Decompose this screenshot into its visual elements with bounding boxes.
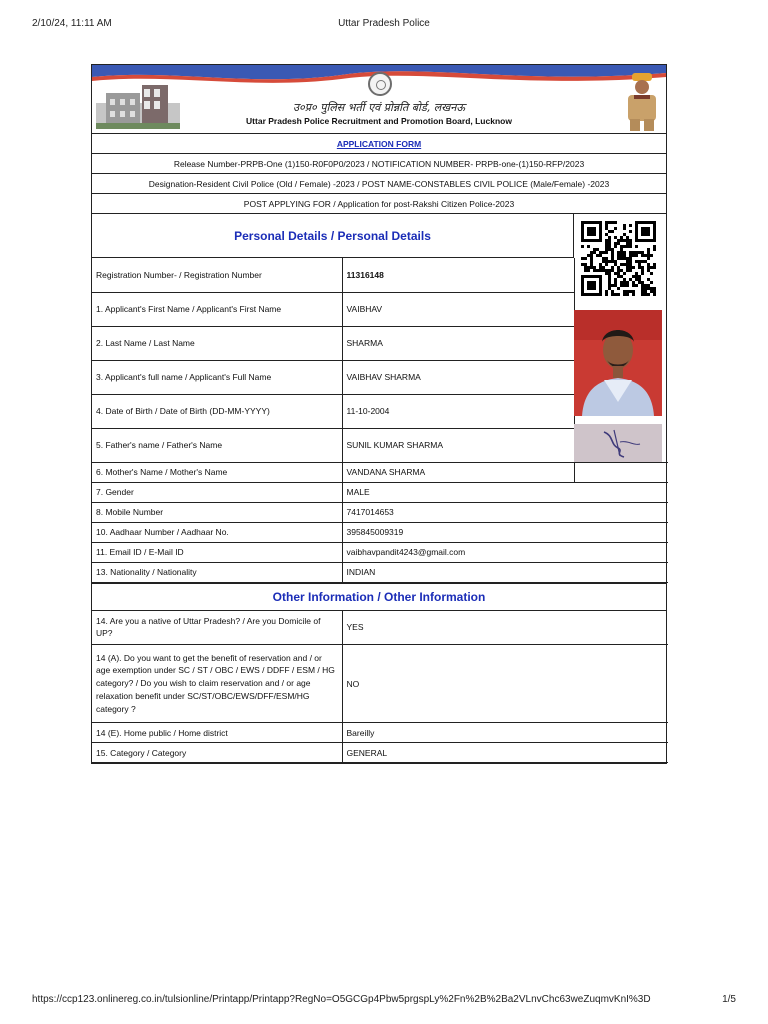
print-page-title: Uttar Pradesh Police xyxy=(338,18,430,29)
release-number-line: Release Number-PRPB-One (1)150-R0F0P0/2023 / NOTIFICATION NUMBER- PRPB-one-(1)150-RFP/2023 xyxy=(92,154,666,174)
print-page-count: 1/5 xyxy=(722,994,736,1005)
field-value: NO xyxy=(342,645,668,723)
field-label: 15. Category / Category xyxy=(92,743,342,763)
field-label: 13. Nationality / Nationality xyxy=(92,562,342,582)
qr-code xyxy=(580,220,658,300)
field-value: INDIAN xyxy=(342,562,668,582)
table-row xyxy=(92,482,668,502)
personal-details-table xyxy=(92,258,668,583)
designation-line: Designation-Resident Civil Police (Old / Female) -2023 / POST NAME-CONSTABLES CIVIL POLICE (Male/Female) -2023 xyxy=(92,174,666,194)
table-row xyxy=(92,502,668,522)
field-label: 11. Email ID / E-Mail ID xyxy=(92,542,342,562)
field-value: GENERAL xyxy=(342,743,668,763)
table-row xyxy=(92,611,668,645)
police-officer-image xyxy=(622,73,662,131)
post-applying-line: POST APPLYING FOR / Application for post-Rakshi Citizen Police-2023 xyxy=(92,194,666,214)
applicant-signature xyxy=(574,424,662,462)
field-label: 10. Aadhaar Number / Aadhaar No. xyxy=(92,522,342,542)
other-information-table xyxy=(92,611,668,764)
field-value: YES xyxy=(342,611,668,645)
emblem-logo xyxy=(368,72,392,96)
header-banner xyxy=(92,65,666,134)
empty-cell xyxy=(574,462,668,482)
table-row xyxy=(92,462,668,482)
field-label: 4. Date of Birth / Date of Birth (DD-MM-YYYY) xyxy=(92,394,342,428)
field-value: SHARMA xyxy=(342,326,574,360)
field-value: MALE xyxy=(342,482,668,502)
field-value: 7417014653 xyxy=(342,502,668,522)
table-row xyxy=(92,645,668,723)
personal-details-heading: Personal Details / Personal Details xyxy=(92,214,574,258)
board-title-hindi: उ०प्र० पुलिस भर्ती एवं प्रोन्नति बोर्ड, लखनऊ xyxy=(293,101,465,114)
field-value: 395845009319 xyxy=(342,522,668,542)
application-form-title: APPLICATION FORM xyxy=(92,134,666,154)
board-title-english: Uttar Pradesh Police Recruitment and Promotion Board, Lucknow xyxy=(246,116,512,126)
other-information-heading: Other Information / Other Information xyxy=(92,583,666,611)
field-label: Registration Number- / Registration Number xyxy=(92,258,342,292)
field-value: Bareilly xyxy=(342,723,668,743)
application-form xyxy=(91,64,667,764)
field-label: 8. Mobile Number xyxy=(92,502,342,522)
field-label: 3. Applicant's full name / Applicant's Full Name xyxy=(92,360,342,394)
field-label: 2. Last Name / Last Name xyxy=(92,326,342,360)
print-header xyxy=(32,18,736,32)
print-url: https://ccp123.onlinereg.co.in/tulsionline/Printapp/Printapp?RegNo=O5GCGp4Pbw5prgspLy%2Fn%2B%2Ba2VLnvChc63weZuqmvKnI%3D xyxy=(32,994,651,1005)
applicant-photo xyxy=(574,310,662,416)
table-row xyxy=(92,743,668,763)
field-value: 11-10-2004 xyxy=(342,394,574,428)
table-row xyxy=(92,542,668,562)
field-label: 5. Father's name / Father's Name xyxy=(92,428,342,462)
field-label: 7. Gender xyxy=(92,482,342,502)
print-datetime: 2/10/24, 11:11 AM xyxy=(32,18,112,29)
field-label: 1. Applicant's First Name / Applicant's First Name xyxy=(92,292,342,326)
field-value: VANDANA SHARMA xyxy=(342,462,574,482)
field-label: 14. Are you a native of Uttar Pradesh? / Are you Domicile of UP? xyxy=(92,611,342,645)
field-label: 6. Mother's Name / Mother's Name xyxy=(92,462,342,482)
field-value: VAIBHAV xyxy=(342,292,574,326)
registration-number-value: 11316148 xyxy=(342,258,574,292)
field-label: 14 (E). Home public / Home district xyxy=(92,723,342,743)
field-value: VAIBHAV SHARMA xyxy=(342,360,574,394)
field-label: 14 (A). Do you want to get the benefit of reservation and / or age exemption under SC / ST / OBC / EWS / DDFF / ESM / HG category? / Do you wish to claim reservation and / or age relaxation benefit under SC/ST/OBC/EWS/DFF/ESM/HG category ? xyxy=(92,645,342,723)
field-value: SUNIL KUMAR SHARMA xyxy=(342,428,574,462)
personal-details-section xyxy=(92,258,666,583)
field-value: vaibhavpandit4243@gmail.com xyxy=(342,542,668,562)
print-footer xyxy=(32,994,736,1008)
table-row xyxy=(92,522,668,542)
table-row xyxy=(92,723,668,743)
table-row xyxy=(92,562,668,582)
